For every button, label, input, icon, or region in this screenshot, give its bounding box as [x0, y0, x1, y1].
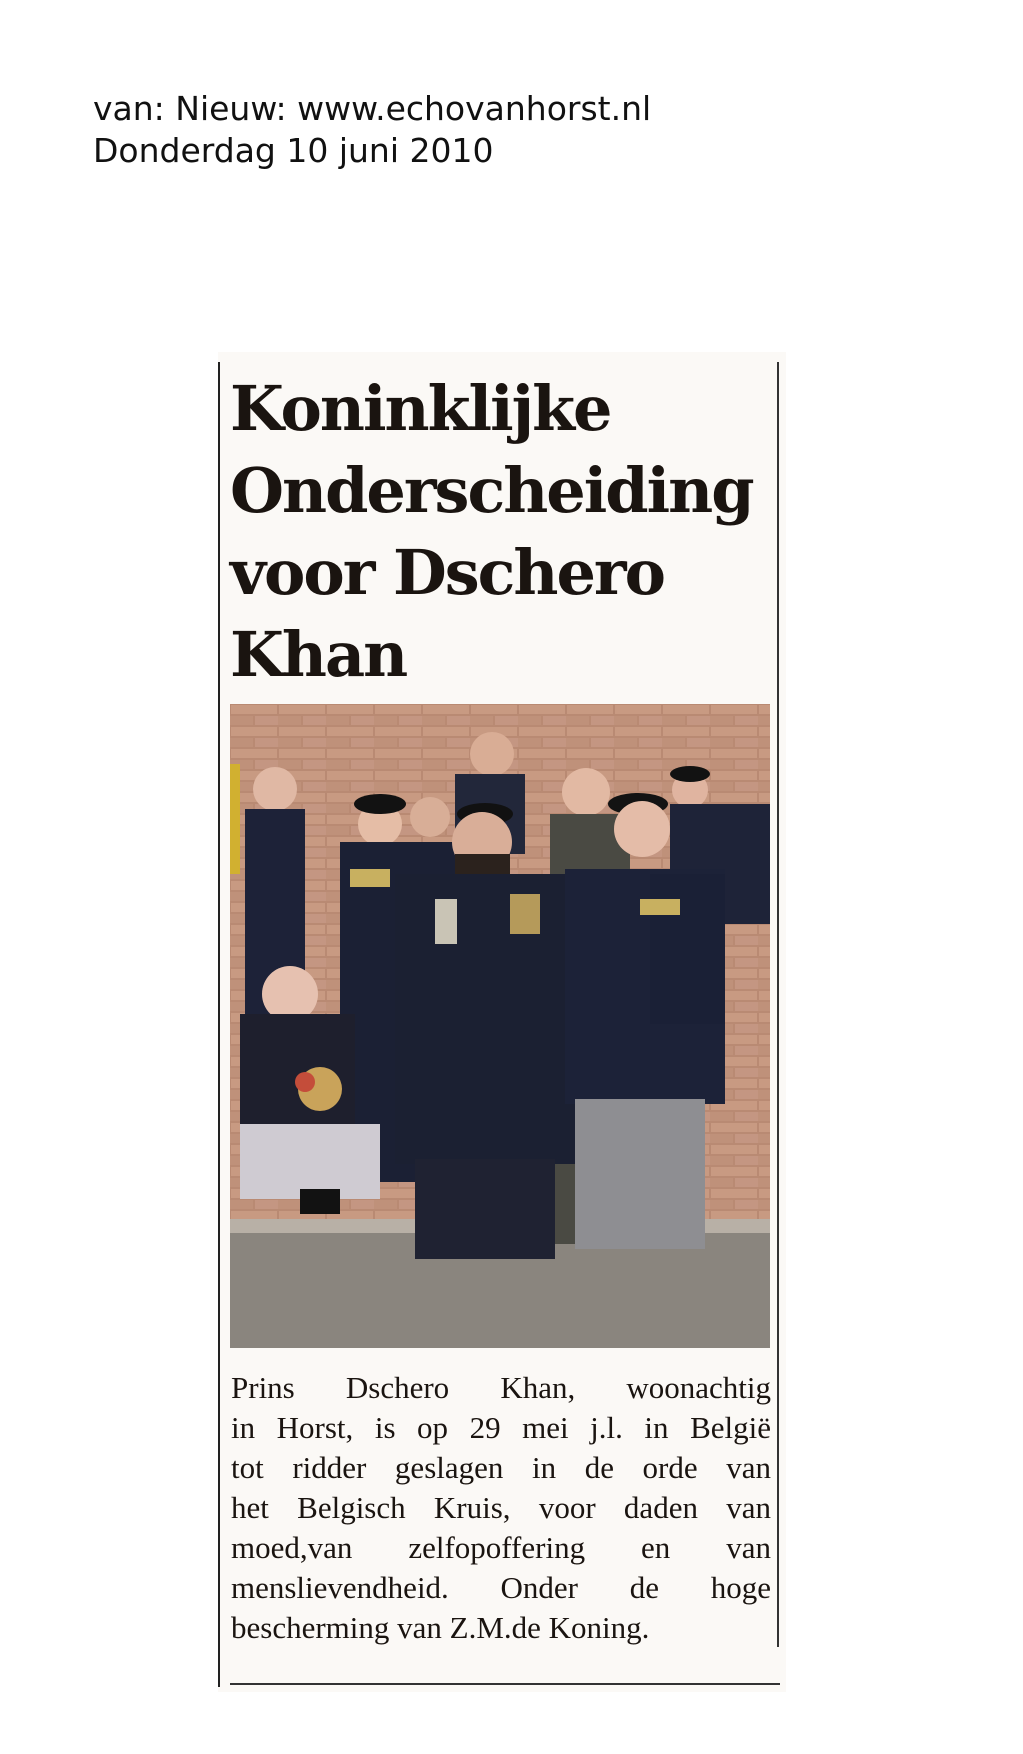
caption-line: menslievendheid. Onder de hoge	[231, 1570, 771, 1605]
source-note	[93, 88, 651, 172]
headline-line: Koninklijke	[230, 372, 611, 445]
column-rule-bottom	[230, 1683, 780, 1685]
date-line: Donderdag 10 juni 2010	[93, 131, 494, 170]
caption-line: het Belgisch Kruis, voor daden van	[231, 1490, 771, 1525]
group-photo	[230, 704, 770, 1348]
caption-line: in Horst, is op 29 mei j.l. in België	[231, 1410, 771, 1445]
source-line: van: Nieuw: www.echovanhorst.nl	[93, 89, 652, 128]
group-photo-icon	[230, 704, 770, 1348]
caption-line: bescherming van Z.M.de Koning.	[231, 1610, 650, 1645]
caption-line: moed,van zelfopoffering en van	[231, 1530, 771, 1565]
caption-line: Prins Dschero Khan, woonachtig	[231, 1370, 771, 1405]
caption-line: tot ridder geslagen in de orde van	[231, 1450, 771, 1485]
column-rule-left	[218, 362, 220, 1687]
headline-line: Onderscheiding	[230, 454, 753, 527]
photo-caption	[231, 1368, 771, 1648]
headline-line: voor Dschero	[230, 536, 664, 609]
headline-line: Khan	[230, 618, 407, 691]
article-headline	[230, 368, 778, 696]
